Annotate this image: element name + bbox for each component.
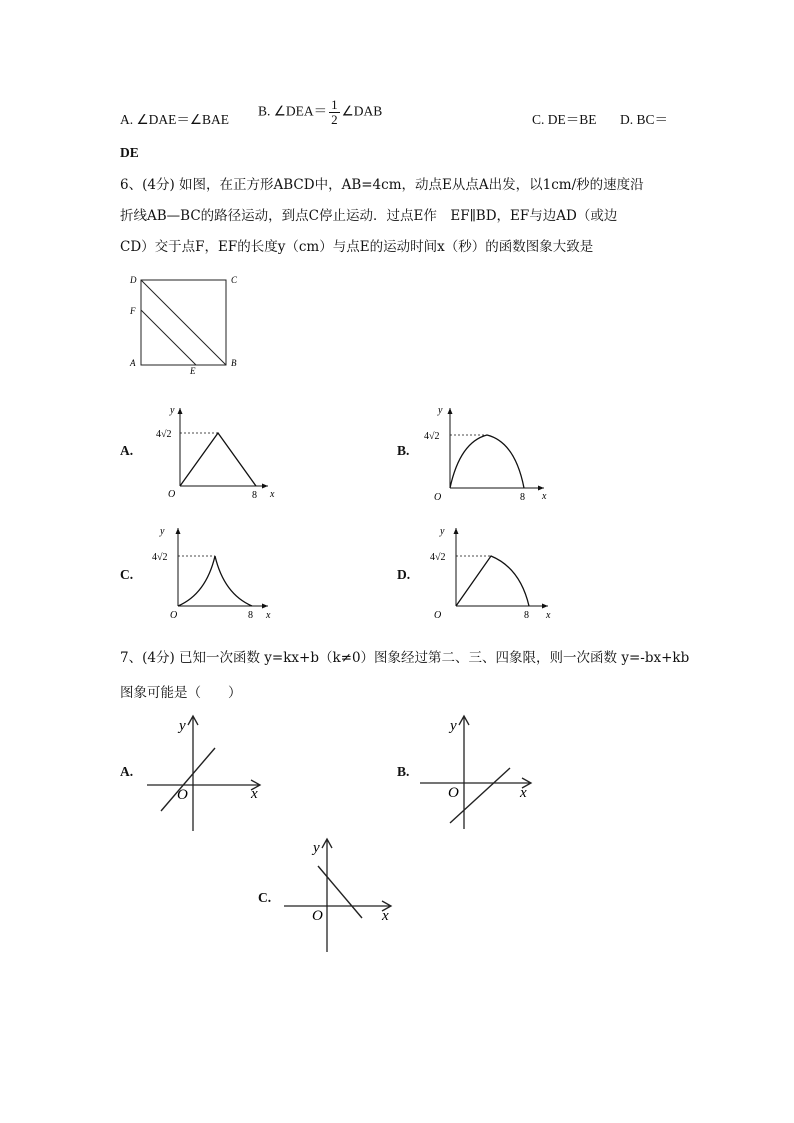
q6-option-d-label: D. [397,567,411,582]
q7-option-b-label: B. [397,764,410,779]
y-axis-label: y [170,405,175,416]
q5-option-b-prefix: B. ∠DEA＝ [258,103,328,119]
y-axis-arrow-icon [178,408,183,414]
x-axis-arrow-icon [262,604,268,609]
peak-value-label: 4√2 [424,431,440,442]
q6-option-d-graph [428,522,558,627]
x-axis-arrow-icon [542,604,548,609]
y-axis-label: y [160,526,165,537]
y-axis-label: y [438,405,443,416]
q5-option-c: C. DE＝BE [532,112,597,127]
q6-option-b-graph [420,400,555,505]
label-c: C [231,275,238,285]
y-axis-arrow-icon [454,528,459,534]
q7-option-c-label: C. [258,890,272,905]
q6-text-line-3: CD）交于点F，EF的长度y（cm）与点E的运动时间x（秒）的函数图象大致是 [120,239,594,255]
fraction [329,98,340,127]
peak-value-label: 4√2 [152,552,168,563]
q7-text-line-2: 图象可能是（ ） [120,685,242,701]
origin-label: O [434,492,442,503]
label-a: A [130,358,136,368]
x-axis-arrow-icon [538,486,544,491]
q6-text-line-2: 折线AB—BC的路径运动，到点C停止运动．过点E作 EF∥BD，EF与边AD（或边 [120,208,618,224]
y-axis-arrow-icon [448,408,453,414]
x-max-label: 8 [248,610,253,621]
function-curve [456,556,529,606]
origin-label: O [177,787,188,803]
x-axis-label: x [270,489,275,500]
x-max-label: 8 [520,492,525,503]
function-line [161,748,215,811]
q7-option-b-graph [418,713,543,833]
origin-label: O [434,610,442,621]
x-axis-label: x [266,610,271,621]
x-axis-label: x [382,908,389,924]
q5-option-b-suffix: ∠DAB [341,103,383,119]
x-axis-label: x [520,785,527,801]
q6-option-b-label: B. [397,443,410,458]
y-axis-label: y [313,840,320,856]
segment-ef [141,310,196,365]
label-f: F [130,306,136,316]
x-max-label: 8 [524,610,529,621]
peak-value-label: 4√2 [430,552,446,563]
q6-option-c-graph [148,522,278,627]
x-axis-arrow-icon [262,484,268,489]
q6-option-a-label: A. [120,443,134,458]
x-max-label: 8 [252,490,257,501]
q7-option-a-label: A. [120,764,134,779]
y-axis-arrow-icon [176,528,181,534]
x-axis-label: x [251,786,258,802]
q5-option-a: A. ∠DAE＝∠BAE [120,112,229,127]
peak-value-label: 4√2 [156,429,172,440]
label-d: D [130,275,137,285]
origin-label: O [170,610,178,621]
function-line [318,866,362,918]
q7-text-line-1: 7、(4分) 已知一次函数 y=kx+b（k≠0）图象经过第二、三、四象限，则一次函数 y=-bx+kb [120,650,690,666]
origin-label: O [312,908,323,924]
q6-option-c-label: C. [120,567,134,582]
label-b: B [231,358,237,368]
origin-label: O [448,785,459,801]
q5-option-d-continued: DE [120,145,139,160]
q6-text-line-1: 6、(4分) 如图，在正方形ABCD中，AB=4cm，动点E从点A出发，以1cm/秒的速度沿 [120,177,644,193]
q5-option-d: D. BC＝ [620,112,669,127]
function-curve [450,435,524,488]
fraction-numerator: 1 [331,97,338,112]
q6-option-a-graph [150,400,280,505]
function-line [450,768,510,823]
q7-option-c-graph [282,834,407,954]
q6-square-figure [125,272,245,377]
q5-option-b [258,98,382,127]
x-axis-label: x [542,491,547,502]
function-curve [180,433,256,486]
y-axis-label: y [440,526,445,537]
origin-label: O [168,489,176,500]
x-axis-label: x [546,610,551,621]
fraction-denominator: 2 [331,112,338,127]
function-curve [178,556,252,606]
y-axis-label: y [450,718,457,734]
q7-option-a-graph [143,713,268,833]
y-axis-label: y [179,718,186,734]
label-e: E [190,366,196,376]
